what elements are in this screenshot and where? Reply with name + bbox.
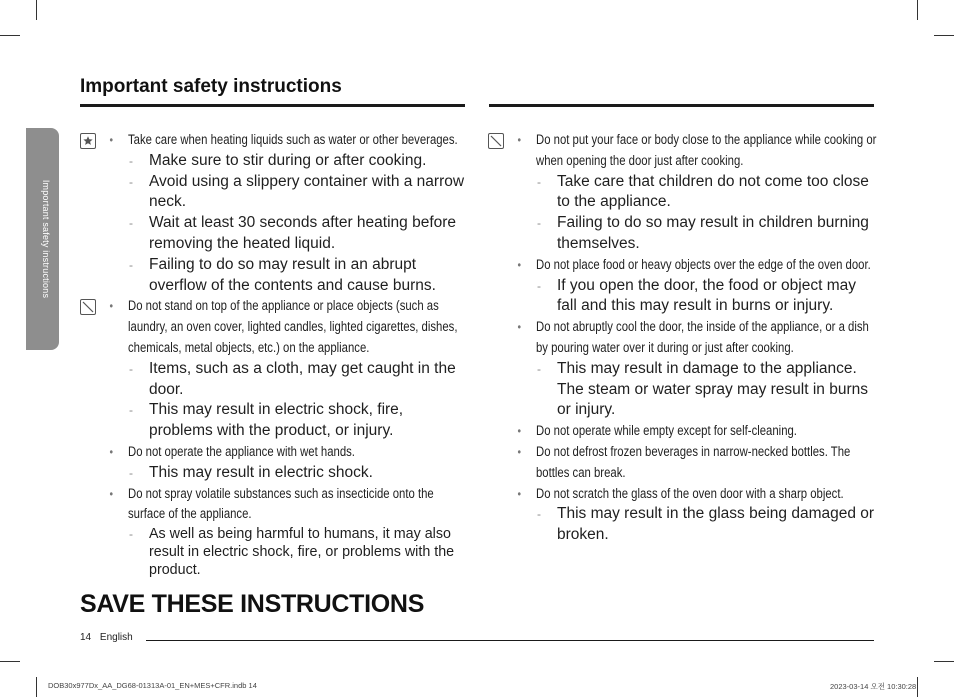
bullet-text: • Do not operate the appliance with wet hands. — [128, 443, 355, 459]
list-item — [128, 442, 470, 463]
bullet-text: • Do not operate while empty except for self-cleaning. — [536, 423, 797, 439]
list-item — [536, 317, 878, 359]
prohibited-icon — [80, 299, 96, 315]
bullet-text: • Do not abruptly cool the door, the inside of the appliance, or a dish by pouring water over it during or just after cooking. — [536, 319, 869, 355]
sub-list-item: - This may result in electric shock. — [149, 463, 470, 484]
page-footer — [80, 632, 139, 643]
title-rule-left — [80, 104, 465, 107]
list-item — [536, 421, 878, 442]
sub-list-item: - Avoid using a slippery container with a narrow neck. — [149, 172, 470, 214]
bullet-text: • Do not spray volatile substances such as insecticide onto the surface of the appliance. — [128, 485, 434, 522]
print-timestamp: 2023-03-14 오전 10:30:28 — [830, 682, 917, 691]
sub-list-item: - If you open the door, the food or object may fall and this may result in burns or injury. — [557, 276, 878, 318]
prohibition-block-left — [80, 296, 470, 579]
sub-list-item: - Take care that children do not come too close to the appliance. — [557, 172, 878, 214]
sub-list-item: - This may result in the glass being damaged or broken. — [557, 504, 878, 546]
title-rule-right — [489, 104, 874, 107]
crop-mark — [0, 35, 20, 36]
print-file-info: DOB30x977Dx_AA_DG68-01313A-01_EN+MES+CFR.indb 14 — [48, 681, 257, 690]
page-number: 14 — [80, 632, 92, 643]
list-item — [536, 484, 878, 505]
sub-list-item: - Failing to do so may result in an abrupt overflow of the contents and cause burns. — [149, 255, 470, 297]
list-item — [536, 255, 878, 276]
sub-list-item: - This may result in electric shock, fire, problems with the product, or injury. — [149, 400, 470, 442]
crop-mark — [36, 677, 37, 697]
bullet-text: • Take care when heating liquids such as water or other beverages. — [128, 132, 458, 147]
bullet-text: • Do not defrost frozen beverages in narrow-necked bottles. The bottles can break. — [536, 443, 851, 480]
sub-list-item: - This may result in damage to the appliance. The steam or water spray may result in burns or injury. — [557, 359, 878, 421]
crop-mark — [0, 661, 20, 662]
caution-block-heating-liquids — [80, 130, 470, 296]
right-column — [488, 130, 878, 546]
bullet-text: • Do not place food or heavy objects over the edge of the oven door. — [536, 256, 871, 272]
crop-mark — [36, 0, 37, 20]
prohibition-block-right — [488, 130, 878, 546]
list-item — [128, 296, 470, 358]
sub-list-item: - As well as being harmful to humans, it may also result in electric shock, fire, or problems with the product. — [149, 525, 470, 579]
sub-list-item: - Failing to do so may result in children burning themselves. — [557, 213, 878, 255]
prohibited-icon — [488, 133, 504, 149]
crop-mark — [917, 0, 918, 20]
sub-list-item: - Items, such as a cloth, may get caught in the door. — [149, 359, 470, 401]
save-instructions-heading: SAVE THESE INSTRUCTIONS — [80, 590, 425, 618]
sub-list-item: - Make sure to stir during or after cooking. — [149, 151, 470, 172]
section-title: Important safety instructions — [80, 76, 342, 97]
crop-mark — [917, 677, 918, 697]
side-tab-label: Important safety instructions — [41, 179, 51, 299]
list-item — [536, 442, 878, 484]
footer-language: English — [99, 632, 133, 643]
bullet-text: • Do not stand on top of the appliance or place objects (such as laundry, an oven cover, lighted candles, lighted cigarettes, dishes, chemicals, metal objects, etc.) on the appliance. — [128, 298, 458, 355]
star-icon — [80, 133, 96, 149]
left-column — [80, 130, 470, 579]
list-item — [128, 130, 470, 151]
list-item — [128, 484, 470, 526]
crop-mark — [934, 661, 954, 662]
bullet-text: • Do not scratch the glass of the oven door with a sharp object. — [536, 485, 844, 501]
footer-rule — [146, 640, 874, 641]
crop-mark — [934, 35, 954, 36]
list-item — [536, 130, 878, 172]
sub-list-item: - Wait at least 30 seconds after heating before removing the heated liquid. — [149, 213, 470, 255]
bullet-text: • Do not put your face or body close to the appliance while cooking or when opening the door just after cooking. — [536, 132, 877, 168]
